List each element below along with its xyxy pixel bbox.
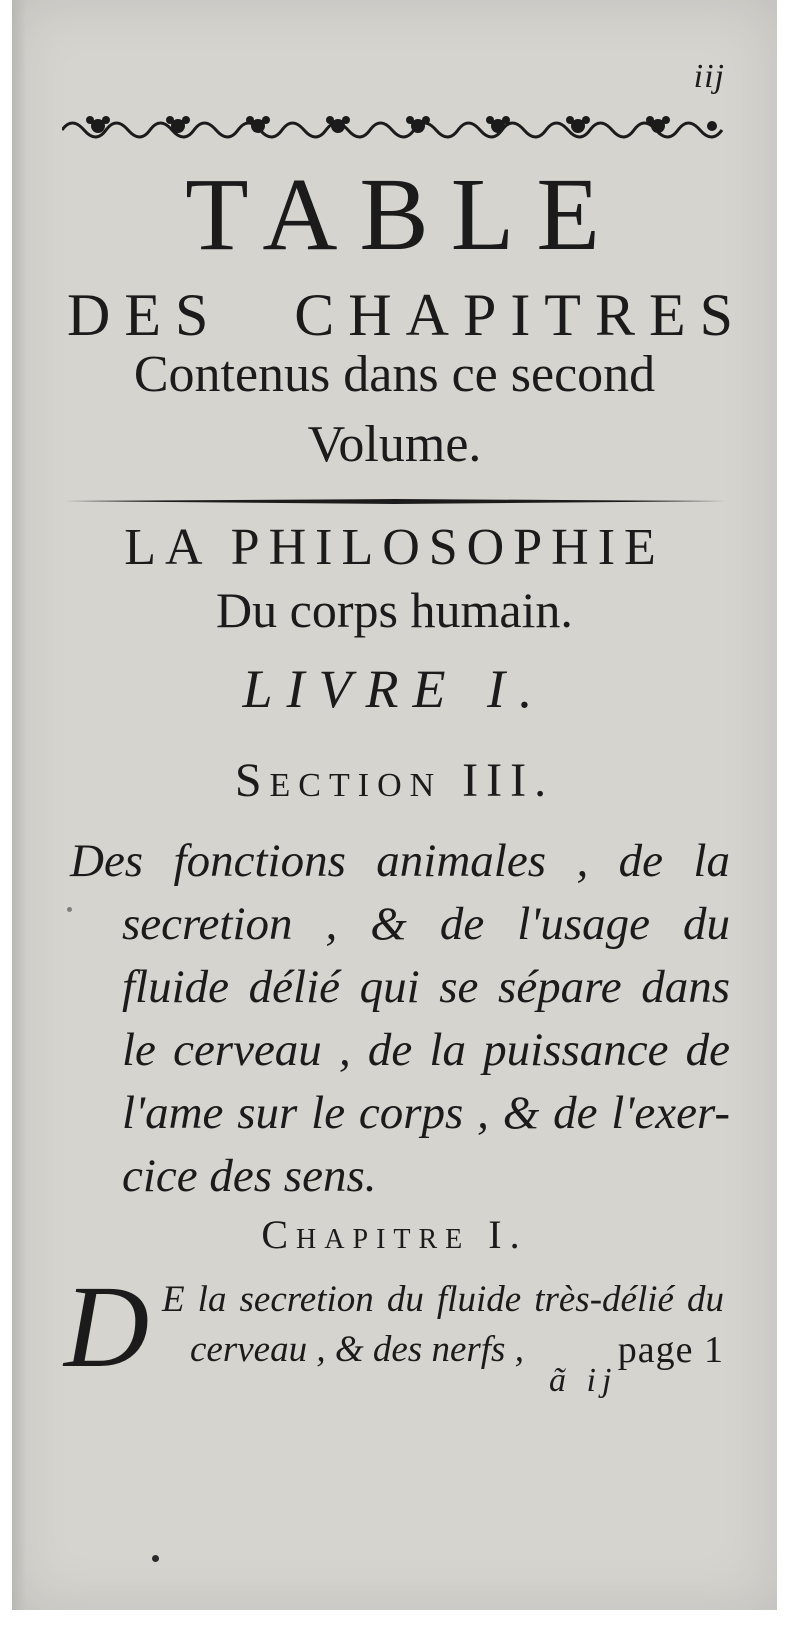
subtitle-word-des: DES — [67, 282, 223, 348]
book-page — [12, 0, 777, 1610]
work-subtitle: Du corps humain. — [216, 582, 573, 638]
book-heading: LIVRE I. — [242, 659, 547, 719]
toc-entry — [162, 1275, 724, 1375]
page-number: iij — [693, 58, 725, 95]
description-line: cice des sens. — [122, 1150, 377, 1202]
description-line: secretion , & de l'usage du — [122, 898, 730, 950]
toc-entry-line-1: E la secretion du fluide très-délié du — [162, 1279, 724, 1320]
ink-speck — [152, 1555, 159, 1562]
contents-caption — [12, 340, 777, 480]
ink-speck — [67, 907, 72, 912]
toc-entry-page-ref: page 1 — [617, 1329, 724, 1371]
description-line: le cerveau , de la puissance de — [122, 1024, 730, 1076]
subtitle — [67, 282, 747, 348]
work-title: LA PHILOSOPHIE — [124, 519, 665, 576]
toc-entry-text: cerveau , & des nerfs , — [190, 1329, 524, 1370]
subtitle-word-chapitres: CHAPITRES — [294, 282, 747, 348]
decorative-ornament-band — [62, 108, 730, 148]
toc-entry-line-2 — [162, 1325, 724, 1375]
description-line: Des fonctions animales , de la — [70, 835, 730, 887]
section-heading: Section III. — [234, 754, 555, 807]
drop-cap: D — [64, 1261, 150, 1392]
chapter-heading: Chapitre I. — [261, 1212, 528, 1257]
contents-caption-line-1: Contenus dans ce second — [133, 346, 656, 403]
description-line: l'ame sur le corps , & de l'exer- — [122, 1087, 730, 1139]
description-line: fluide délié qui se sépare dans — [122, 961, 730, 1013]
contents-caption-line-2: Volume. — [307, 416, 482, 473]
horizontal-rule — [64, 496, 726, 506]
section-description — [70, 830, 730, 1208]
signature-mark: ã ij — [549, 1362, 618, 1399]
page-title: TABLE — [185, 157, 622, 272]
